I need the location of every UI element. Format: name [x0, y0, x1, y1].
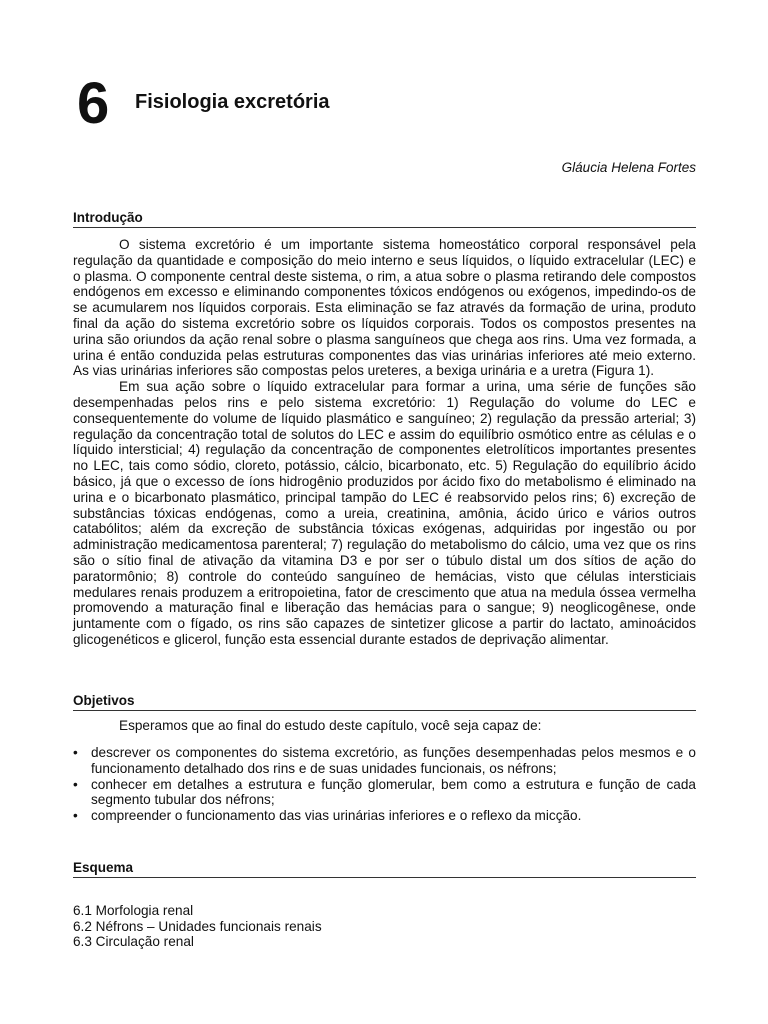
objetivos-intro: Esperamos que ao final do estudo deste capítulo, você seja capaz de: — [119, 718, 542, 733]
objetivos-item — [73, 745, 696, 777]
introducao-body — [73, 237, 696, 648]
esquema-item: 6.2 Néfrons – Unidades funcionais renais — [73, 918, 322, 934]
bullet-icon: • — [73, 745, 78, 760]
section-heading-objetivos: Objetivos — [73, 693, 696, 711]
objetivos-item-text: descrever os componentes do sistema excretório, as funções desempenhadas pelos mesmos e o funcionamento detalhado dos rins e de suas unidades funcionais, os néfrons; — [91, 745, 696, 776]
author-name: Gláucia Helena Fortes — [561, 160, 696, 175]
bullet-icon: • — [73, 808, 78, 824]
bullet-icon: • — [73, 776, 78, 792]
objetivos-list — [73, 745, 696, 824]
esquema-list — [73, 903, 322, 950]
objetivos-item-text: conhecer em detalhes a estrutura e função glomerular, bem como a estrutura e função de cada segmento tubular dos néfrons; — [91, 776, 696, 808]
introducao-paragraph-2: Em sua ação sobre o líquido extracelular para formar a urina, uma série de funções são desempenhadas pelos rins e pelo sistema excretório: 1) Regulação do volume do LEC e consequentemente do volume de líquido plasmático e sanguíneo; 2) regulação da pressão arterial; 3) regulação da concentração total de solutos do LEC e assim do equilíbrio osmótico entre as células e o líquido intersticial; 4) regulação da concentração de componentes eletrolíticos importantes presentes no LEC, tais como sódio, cloreto, potássio, cálcio, bicarbonato, etc. 5) Regulação do equilíbrio ácido básico, já que o excesso de íons hidrogênio produzidos por ácido fixo do metabolismo é eliminado na urina e o bicarbonato plasmático, principal tampão do LEC é reabsorvido pelos rins; 6) excreção de substâncias tóxicas endógenas, como a ureia, creatinina, amônia, ácido úrico e vários outros catabólitos; além da excreção de substância tóxicas exógenas, adquiridas por ingestão ou por administração medicamentosa parenteral; 7) regulação do metabolismo do cálcio, uma vez que os rins são o sítio final de ativação da vitamina D3 e por ser o túbulo distal um dos sítios de ação do paratormônio; 8) controle do conteúdo sanguíneo de hemácias, visto que células intersticiais medulares renais produzem a eritropoietina, fator de crescimento que atua na medula óssea vermelha promovendo a maturação final e liberação das hemácias para o sangue; 9) neoglicogênese, onde juntamente com o fígado, os rins são capazes de sintetizer glicose a partir do lactato, aminoácidos glicogenéticos e glicerol, função esta essencial durante estados de deprivação alimentar. — [73, 379, 696, 647]
introducao-paragraph-1: O sistema excretório é um importante sistema homeostático corporal responsável pela regulação da quantidade e composição do meio interno e seus líquidos, o líquido extracelular (LEC) e o plasma. O componente central deste sistema, o rim, a atua sobre o plasma retirando dele compostos endógenos em excesso e eliminando componentes tóxicos endógenos ou exógenos, impedindo-os de se acumularem nos líquidos corporais. Esta eliminação se faz através da formação de urina, produto final da ação do sistema excretório sobre os líquidos corporais. Todos os compostos presentes na urina são oriundos da ação renal sobre o plasma sanguíneos que chega aos rins. Uma vez formada, a urina é então conduzida pelas estruturas componentes das vias urinárias inferiores até meio externo. As vias urinárias inferiores são compostas pelos ureteres, a bexiga urinária e a uretra (Figura 1). — [73, 237, 696, 379]
objetivos-item — [73, 808, 696, 824]
objetivos-item-text: compreender o funcionamento das vias urinárias inferiores e o reflexo da micção. — [91, 808, 582, 824]
document-page — [73, 0, 696, 1024]
esquema-item: 6.1 Morfologia renal — [73, 903, 194, 918]
esquema-item: 6.3 Circulação renal — [73, 934, 194, 949]
section-heading-introducao: Introdução — [73, 210, 696, 228]
chapter-number: 6 — [77, 71, 110, 136]
chapter-title: Fisiologia excretória — [135, 91, 330, 113]
objetivos-item — [73, 777, 696, 809]
section-heading-esquema: Esquema — [73, 860, 696, 878]
